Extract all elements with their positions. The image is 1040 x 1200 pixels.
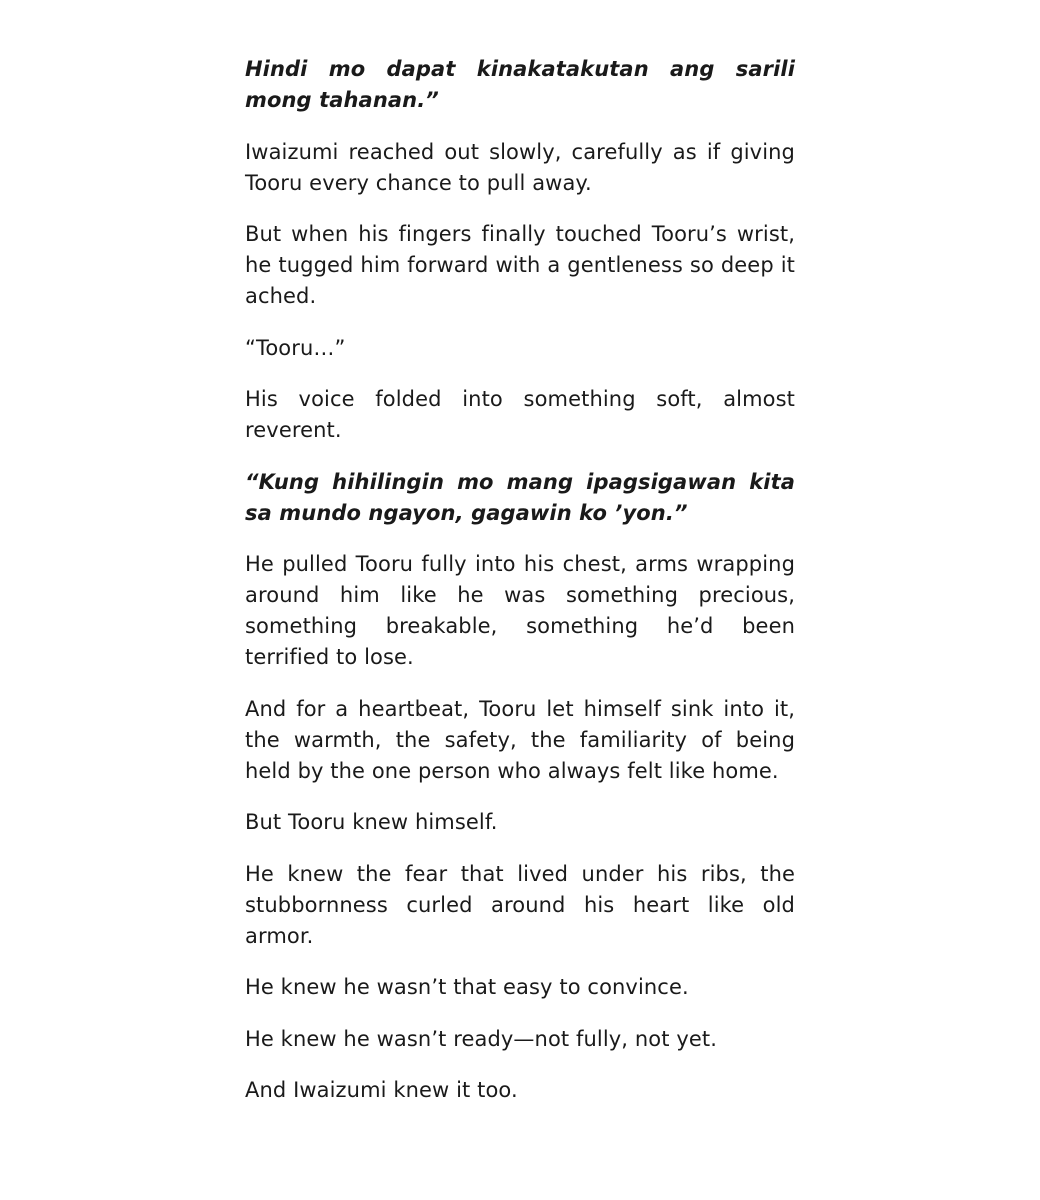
- narration-paragraph: He knew he wasn’t that easy to convince.: [245, 975, 689, 999]
- story-page: [245, 54, 795, 1127]
- dialogue-paragraph: Hindi mo dapat kinakatakutan ang sarili mong tahanan.”: [245, 57, 795, 112]
- narration-paragraph: His voice folded into something soft, almost reverent.: [245, 387, 795, 442]
- narration-paragraph: But when his fingers finally touched Tooru’s wrist, he tugged him forward with a gentleness so deep it ached.: [245, 222, 795, 308]
- dialogue-paragraph: “Tooru…”: [245, 335, 346, 360]
- narration-paragraph: He knew the fear that lived under his ribs, the stubbornness curled around his heart like old armor.: [245, 861, 795, 948]
- narration-paragraph: And for a heartbeat, Tooru let himself sink into it, the warmth, the safety, the familiarity of being held by the one person who always felt like home.: [245, 696, 795, 783]
- dialogue-paragraph: “Kung hihilingin mo mang ipagsigawan kita sa mundo ngayon, gagawin ko ’yon.”: [245, 469, 795, 525]
- narration-paragraph: But Tooru knew himself.: [245, 810, 498, 834]
- narration-paragraph: He knew he wasn’t ready—not fully, not yet.: [245, 1026, 717, 1051]
- narration-paragraph: He pulled Tooru fully into his chest, arms wrapping around him like he was something precious, something breakable, something he’d been terrified to lose.: [245, 552, 795, 669]
- narration-paragraph: Iwaizumi reached out slowly, carefully as if giving Tooru every chance to pull away.: [245, 139, 795, 195]
- narration-paragraph: And Iwaizumi knew it too.: [245, 1078, 518, 1102]
